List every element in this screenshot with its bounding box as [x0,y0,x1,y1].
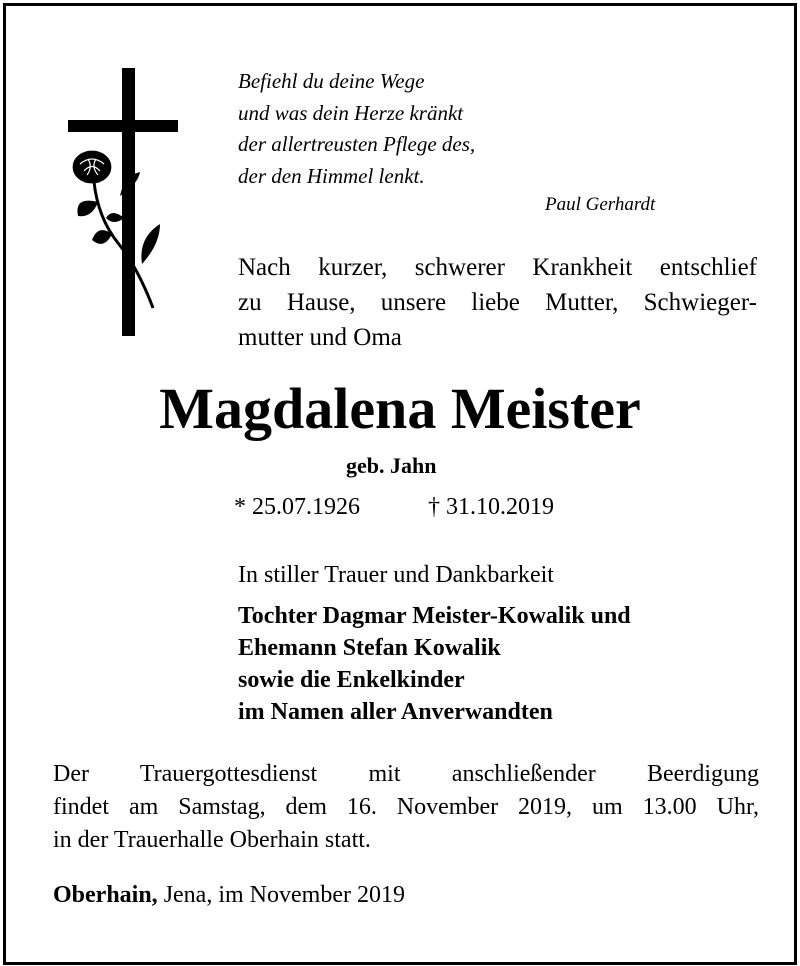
death-date: † 31.10.2019 [428,494,554,520]
poem-line: der allertreusten Pflege des, [238,132,476,156]
place-and-date [53,882,405,909]
service-line: Der Trauergottesdienst mit anschließender Beerdigung [53,761,759,787]
funeral-service-info [53,758,759,857]
mourner-line: im Namen aller Anverwandten [238,699,553,725]
announcement-line: zu Hause, unsere liebe Mutter, Schwieger- [238,289,757,316]
mourner-line: Ehemann Stefan Kowalik [238,635,501,661]
mourners-intro: In stiller Trauer und Dankbarkeit [238,562,554,588]
service-line: in der Trauerhalle Oberhain statt. [53,827,371,853]
poem-line: und was dein Herze kränkt [238,100,464,125]
poem-author: Paul Gerhardt [545,194,656,215]
mourners-list [238,600,631,728]
poem [238,66,475,192]
place-rest: Jena, im November 2019 [157,882,405,908]
birth-date: * 25.07.1926 [234,494,360,520]
birth-name: geb. Jahn [346,453,437,478]
obituary-notice [3,3,797,965]
deceased-name: Magdalena Meister [159,376,641,441]
place-town: Oberhain, [53,882,158,908]
poem-line: der den Himmel lenkt. [238,163,425,188]
cross-with-rose-icon [68,68,188,340]
mourner-line: Tochter Dagmar Meister-Kowalik und [238,603,631,629]
death-announcement [238,250,757,355]
service-line: findet am Samstag, dem 16. November 2019, um 13.00 Uhr, [53,794,759,820]
poem-line: Befiehl du deine Wege [238,69,425,93]
announcement-line: mutter und Oma [238,324,402,351]
announcement-line: Nach kurzer, schwerer Krankheit entschlief [238,254,757,281]
mourner-line: sowie die Enkelkinder [238,667,465,693]
